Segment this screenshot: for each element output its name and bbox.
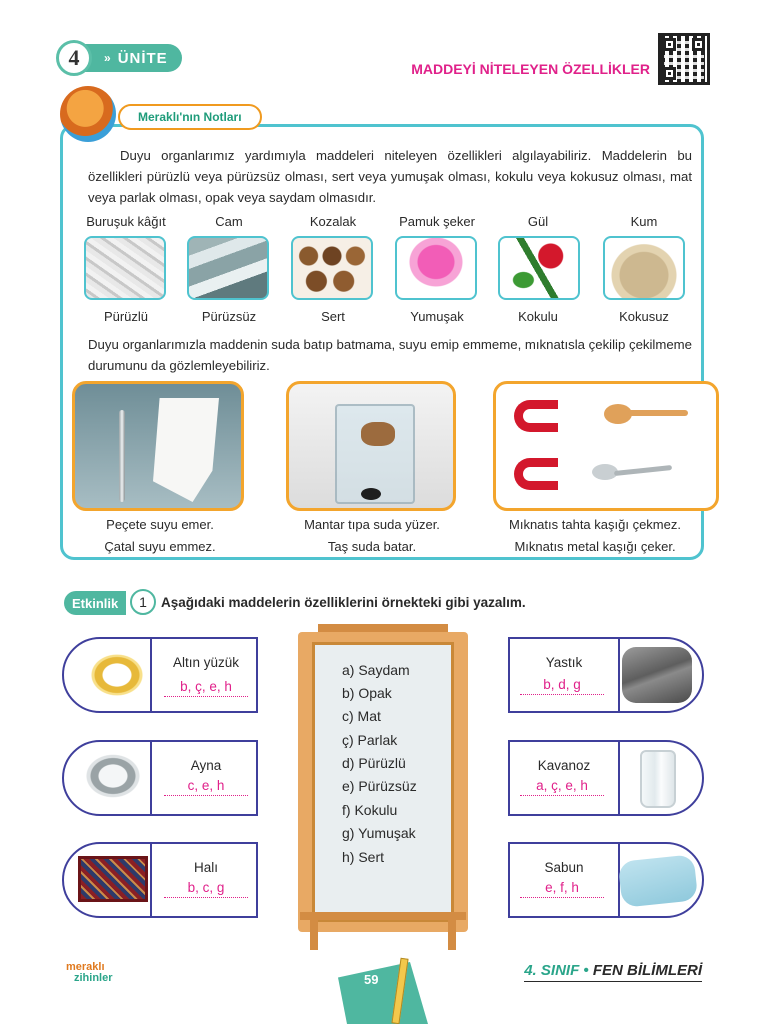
easel-top [318,624,448,632]
unit-badge [56,40,184,76]
publisher-logo [66,962,113,984]
item-answer[interactable]: b, d, g [520,677,604,695]
item-card-mirror [62,740,258,816]
material-property: Sert [321,309,345,324]
option-item: d) Pürüzlü [342,755,406,771]
item-card-carpet [62,842,258,918]
caption-line: Çatal suyu emmez. [104,539,216,554]
material-property: Kokusuz [619,309,669,324]
grade-label: 4. SINIF [524,962,580,979]
easel-leg [310,920,318,950]
crumpled-paper-image [84,236,166,300]
jar-image [640,750,676,808]
pinecone-image [291,236,373,300]
item-name: Altın yüzük [172,655,240,670]
carpet-image [78,856,148,902]
grade-separator: • [579,962,593,979]
item-card-jar [508,740,704,816]
notes-paragraph-2: Duyu organlarımızla maddenin suda batıp batmama, suyu emip emmeme, mıknatısla çekilip çekilmeme durumunu da gözlemleyebiliriz. [88,337,692,373]
subject-label: FEN BİLİMLERİ [592,962,702,979]
water-glass-photo [286,381,456,511]
unit-label: ÜNİTE [117,49,168,67]
material-name: Cam [215,214,243,229]
item-card-soap [508,842,704,918]
notes-paragraph-1: Duyu organlarımız yardımıyla maddeleri niteleyen özellikleri algılayabiliriz. Maddelerin bu özellikleri pürüzlü veya pürüzsüz olması, sert veya yumuşak olması, kokulu veya kokusuz olması, mat veya parlak olması, opak veya saydam olmasıdır. [88,148,692,205]
item-card-pillow [508,637,704,713]
activity-number: 1 [130,589,156,615]
activity-instruction: Aşağıdaki maddelerin özelliklerini örnekteki gibi yazalım. [161,595,526,610]
unit-number: 4 [56,40,92,76]
easel-leg [448,920,456,950]
pillow-image [622,647,692,703]
caption-magnet [490,514,700,558]
caption-line: Peçete suyu emer. [106,517,214,532]
material-name: Pamuk şeker [399,214,475,229]
notes-tag: Meraklı'nın Notları [118,104,262,130]
glass-image [187,236,269,300]
item-name: Sabun [544,860,584,875]
cotton-candy-image [395,236,477,300]
unit-pill [82,44,182,72]
item-name: Halı [193,860,218,875]
material-property: Yumuşak [410,309,464,324]
item-card-ring [62,637,258,713]
logo-line: meraklı [66,961,105,973]
gold-ring-image [82,647,152,703]
option-item: a) Saydam [342,662,410,678]
item-answer[interactable]: a, ç, e, h [520,778,604,796]
page-number: 59 [364,972,379,987]
item-answer[interactable]: b, c, g [164,880,248,898]
material-property: Kokulu [518,309,558,324]
option-item: h) Sert [342,849,385,865]
chevron-right-icon: » [104,51,112,65]
qr-code-icon[interactable] [658,33,710,85]
material-property: Pürüzlü [103,309,149,324]
item-answer[interactable]: e, f, h [520,880,604,898]
soap-image [618,854,698,908]
item-answer[interactable]: b, ç, e, h [164,679,248,697]
napkin-fork-photo [72,381,244,511]
mascot-icon [60,86,116,142]
option-item: b) Opak [342,685,392,701]
material-name: Kum [630,214,658,229]
magnet-spoons-photo [493,381,719,511]
sand-image [603,236,685,300]
easel-crossbar [300,912,466,920]
item-name: Yastık [545,655,583,670]
item-name: Kavanoz [537,758,591,773]
option-item: c) Mat [342,708,381,724]
option-item: ç) Parlak [342,732,398,748]
caption-line: Mıknatıs metal kaşığı çeker. [514,539,676,554]
caption-absorb [74,514,246,558]
item-name: Ayna [190,758,222,773]
caption-float [286,514,458,558]
page-number-badge [338,962,428,1024]
rose-image [498,236,580,300]
item-answer[interactable]: c, e, h [164,778,248,796]
logo-line: zihinler [74,972,113,984]
mirror-image [78,748,148,804]
activity-tag: Etkinlik [64,591,126,615]
material-property: Pürüzsüz [201,309,257,324]
material-name: Kozalak [309,214,357,229]
grade-subject [524,962,702,982]
caption-line: Taş suda batar. [327,539,417,554]
option-item: e) Pürüzsüz [342,778,417,794]
topic-title: MADDEYİ NİTELEYEN ÖZELLİKLER [411,61,650,77]
caption-line: Mantar tıpa suda yüzer. [304,517,440,532]
option-item: g) Yumuşak [342,825,416,841]
caption-line: Mıknatıs tahta kaşığı çekmez. [509,517,681,532]
material-name: Gül [527,214,549,229]
material-name: Buruşuk kâğıt [86,214,166,229]
option-item: f) Kokulu [342,802,398,818]
